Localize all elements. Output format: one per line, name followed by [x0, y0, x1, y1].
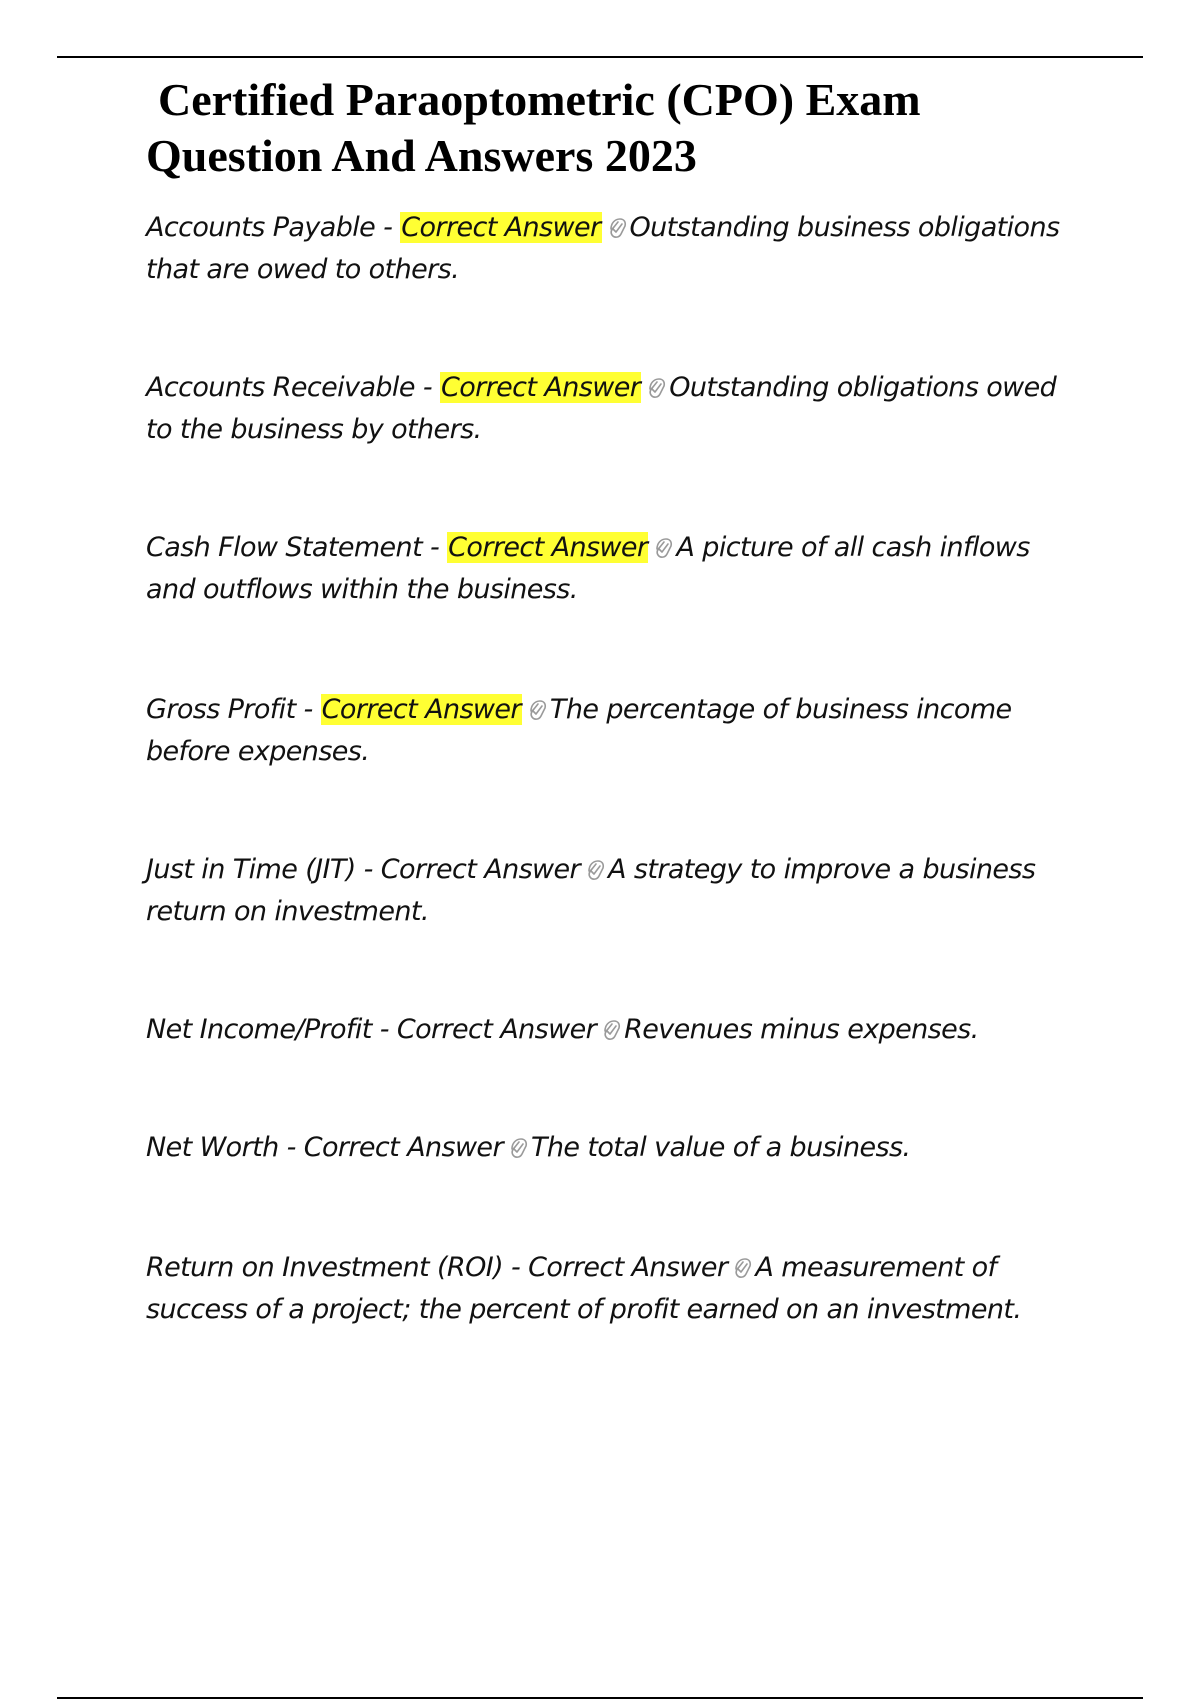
entry-definition: Revenues minus expenses.	[624, 1014, 979, 1045]
entry-term: Net Worth	[146, 1132, 279, 1163]
paperclip-check-icon	[649, 534, 675, 560]
document-title	[146, 72, 1096, 184]
qa-entry	[146, 849, 1086, 933]
qa-entry	[146, 1127, 1086, 1169]
correct-answer-label: Correct Answer	[448, 532, 648, 563]
title-line-1: Certified Paraoptometric (CPO) Exam	[158, 74, 921, 125]
entry-definition: A strategy to improve a business return on investment.	[146, 854, 1036, 927]
top-rule	[57, 56, 1143, 58]
entry-separator: -	[295, 694, 321, 725]
paperclip-check-icon	[642, 374, 668, 400]
paperclip-check-icon	[728, 1254, 754, 1280]
qa-entry	[146, 1009, 1086, 1051]
entry-term: Accounts Payable	[146, 212, 376, 243]
paperclip-check-icon	[597, 1016, 623, 1042]
entry-term: Return on Investment (ROI)	[146, 1252, 504, 1283]
qa-entry	[146, 207, 1086, 291]
paperclip-check-icon	[523, 696, 549, 722]
entry-separator: -	[375, 212, 401, 243]
entry-separator: -	[422, 532, 448, 563]
entry-definition: The total value of a business.	[530, 1132, 911, 1163]
correct-answer-label: Correct Answer	[303, 1132, 503, 1163]
entry-definition: The percentage of business income before expenses.	[146, 694, 1012, 767]
correct-answer-label: Correct Answer	[440, 372, 641, 403]
paperclip-check-icon	[504, 1134, 530, 1160]
entry-separator: -	[355, 854, 381, 885]
correct-answer-label: Correct Answer	[401, 212, 601, 243]
paperclip-check-icon	[581, 856, 607, 882]
qa-entry	[146, 527, 1086, 611]
entry-definition: Outstanding obligations owed to the business by others.	[146, 372, 1057, 445]
entry-separator: -	[278, 1132, 304, 1163]
entry-definition: Outstanding business obligations that are owed to others.	[146, 212, 1060, 285]
correct-answer-label: Correct Answer	[321, 694, 521, 725]
bottom-rule	[57, 1697, 1143, 1699]
qa-entry	[146, 367, 1086, 451]
entry-term: Net Income/Profit	[146, 1014, 372, 1045]
correct-answer-label: Correct Answer	[380, 854, 581, 885]
entry-term: Accounts Receivable	[146, 372, 415, 403]
qa-list	[146, 207, 1086, 1331]
correct-answer-label: Correct Answer	[396, 1014, 597, 1045]
qa-entry	[146, 1247, 1086, 1331]
entry-separator: -	[414, 372, 440, 403]
entry-term: Gross Profit	[146, 694, 296, 725]
entry-definition: A picture of all cash inflows and outflows within the business.	[146, 532, 1030, 605]
correct-answer-label: Correct Answer	[528, 1252, 728, 1283]
entry-definition: A measurement of success of a project; the percent of profit earned on an investment.	[146, 1252, 1022, 1325]
entry-term: Just in Time (JIT)	[146, 854, 356, 885]
paperclip-check-icon	[603, 214, 629, 240]
title-line-2: Question And Answers 2023	[146, 130, 697, 181]
entry-term: Cash Flow Statement	[146, 532, 423, 563]
entry-separator: -	[503, 1252, 529, 1283]
qa-entry	[146, 689, 1086, 773]
entry-separator: -	[371, 1014, 397, 1045]
